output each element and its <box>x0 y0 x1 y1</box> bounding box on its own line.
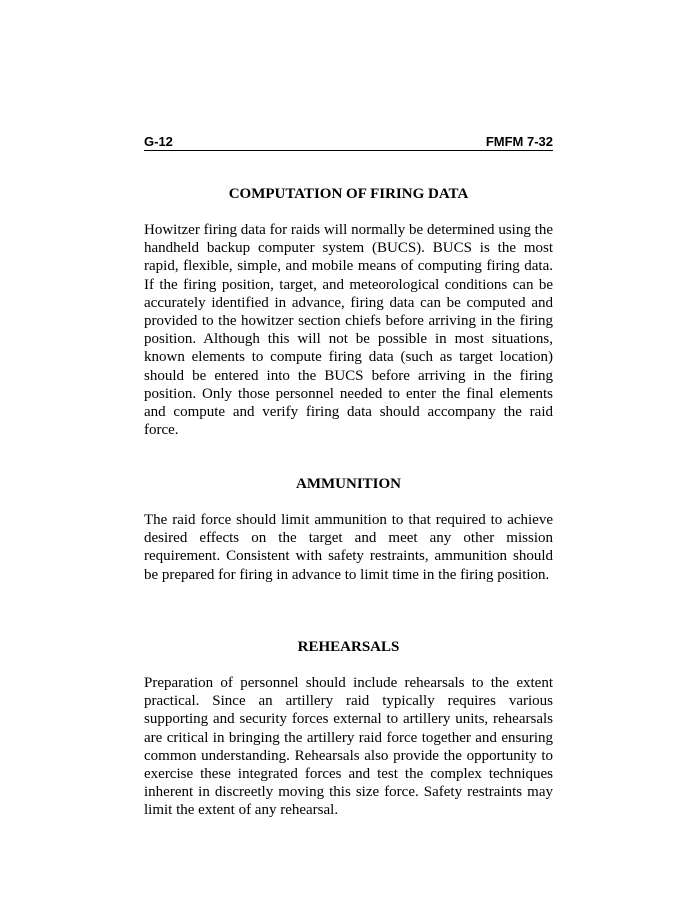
section-title-computation-of-firing-data: COMPUTATION OF FIRING DATA <box>228 186 469 202</box>
manual-designation: FMFM 7-32 <box>485 134 553 149</box>
section-body-computation-of-firing-data: Howitzer firing data for raids will normally be determined using the handheld backup computer system (BUCS). BUCS is the most rapid, flexible, simple, and mobile means of computing firing data. If the firing position, target, and meteorological conditions can be accurately identified in advance, firing data can be computed and provided to the howitzer section chiefs before arriving in the firing position. Although this will not be possible in most situations, known elements to compute firing data (such as target location) should be entered into the BUCS before arriving in the firing position. Only those personnel needed to enter the final elements and compute and verify firing data should accompany the raid force. <box>144 222 553 439</box>
section-body-ammunition: The raid force should limit ammunition to that required to achieve desired effects on the target and meet any other mission requirement. Consistent with safety restraints, ammunition should be prepared for firing in advance to limit time in the firing position. <box>144 512 553 583</box>
page-number: G-12 <box>144 134 173 149</box>
section-title-rehearsals: REHEARSALS <box>297 639 400 655</box>
section-title-ammunition: AMMUNITION <box>296 476 401 492</box>
page-header <box>144 134 553 151</box>
section-body-rehearsals: Preparation of personnel should include rehearsals to the extent practical. Since an artillery raid typically requires various supporting and security forces external to artillery units, rehearsals are critical in bringing the artillery raid force together and ensuring common understanding. Rehearsals also provide the opportunity to exercise these integrated forces and test the complex techniques inherent in discreetly moving this size force. Safety restraints may limit the extent of any rehearsal. <box>144 675 553 819</box>
